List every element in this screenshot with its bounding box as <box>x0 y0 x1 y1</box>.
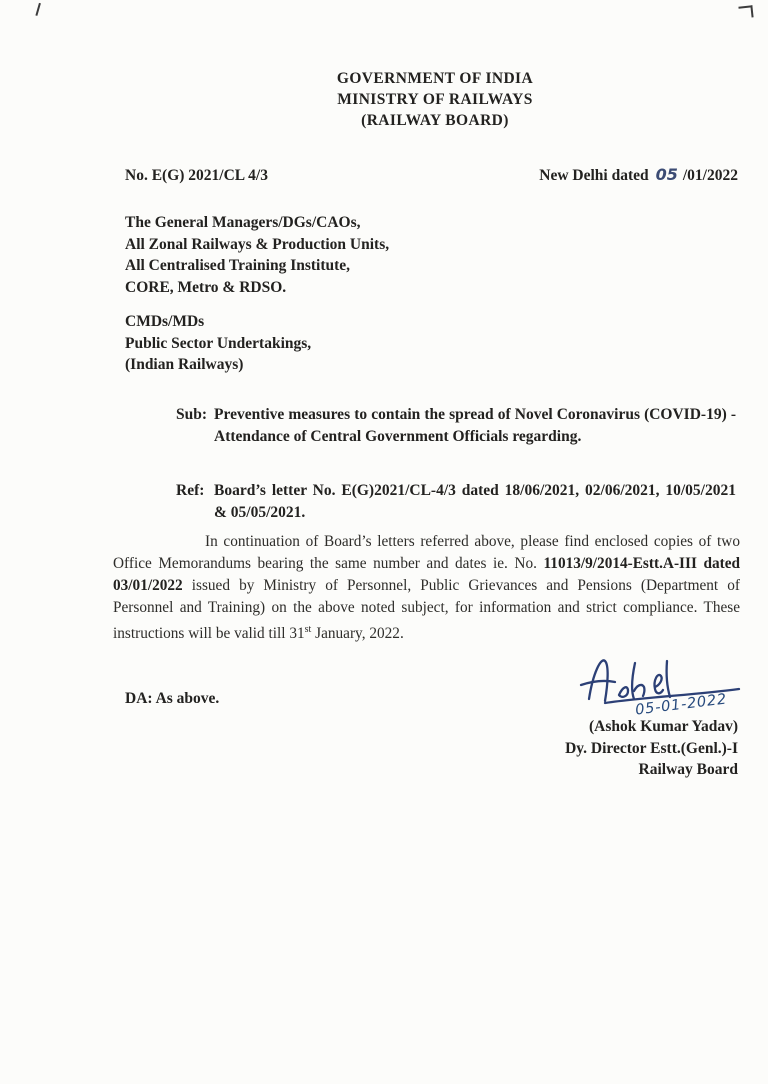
body-after: issued by Ministry of Personnel, Public Grievances and Pensions (Department of Personnel and Training) on the above noted subject, for information and strict compliance. These instructions will be valid till 31 <box>113 577 740 643</box>
subject-text: Preventive measures to contain the spread of Novel Coronavirus (COVID-19) - Attendance of Central Government Officials regarding. <box>214 406 736 445</box>
scan-mark-top-right <box>738 5 753 18</box>
file-number: No. E(G) 2021/CL 4/3 <box>125 167 268 184</box>
signatory-organization: Railway Board <box>638 761 738 778</box>
addressee-line: Public Sector Undertakings, <box>125 334 312 352</box>
addressee-line: (Indian Railways) <box>125 356 244 373</box>
letterhead-board: (RAILWAY BOARD) <box>361 112 509 129</box>
date-rest: /01/2022 <box>682 167 738 184</box>
body-om-reference: 11013/9/2014-Estt.A-III dated 03/01/2022 <box>113 555 740 594</box>
letterhead-country: GOVERNMENT OF INDIA <box>336 70 534 87</box>
subject-label: Sub: <box>176 406 208 423</box>
reference-line <box>125 165 738 185</box>
addressee-line: All Zonal Railways & Production Units, <box>125 235 390 253</box>
letterhead-ministry: MINISTRY OF RAILWAYS <box>337 91 533 108</box>
addressee-line: CORE, Metro & RDSO. <box>125 278 287 296</box>
reference-label: Ref: <box>176 482 205 499</box>
scan-mark-top-left <box>35 3 48 18</box>
signature-date-handwritten: 05-01-2022 <box>634 691 728 719</box>
addressee-line: CMDs/MDs <box>125 313 205 330</box>
subject-block <box>176 404 736 448</box>
reference-block <box>176 480 736 524</box>
letterhead <box>102 68 768 131</box>
handwritten-day: 05 <box>655 165 678 184</box>
body-lead: In continuation of Board’s letters referred above, please find enclosed copies of two Office Memorandums bearing the same number and dates ie. No. <box>113 533 740 572</box>
signature-area <box>575 653 750 719</box>
body-paragraph <box>113 531 740 645</box>
place-and-date <box>539 165 738 185</box>
place-date-prefix: New Delhi dated <box>539 167 649 184</box>
addressee-line: All Centralised Training Institute, <box>125 257 351 274</box>
reference-text: Board’s letter No. E(G)2021/CL-4/3 dated 18/06/2021, 02/06/2021, 10/05/2021 & 05/05/2021. <box>214 482 736 521</box>
addressee-line: The General Managers/DGs/CAOs, <box>125 214 361 231</box>
signatory-designation: Dy. Director Estt.(Genl.)-I <box>565 739 738 757</box>
body-ordinal-suffix: st <box>304 624 312 635</box>
signatory-block <box>565 716 738 781</box>
addressee-block-psus <box>125 311 311 376</box>
addressee-block-railways <box>125 212 389 298</box>
signatory-name: (Ashok Kumar Yadav) <box>589 718 738 735</box>
enclosure-line: DA: As above. <box>125 690 220 707</box>
body-tail: January, 2022. <box>311 625 404 643</box>
